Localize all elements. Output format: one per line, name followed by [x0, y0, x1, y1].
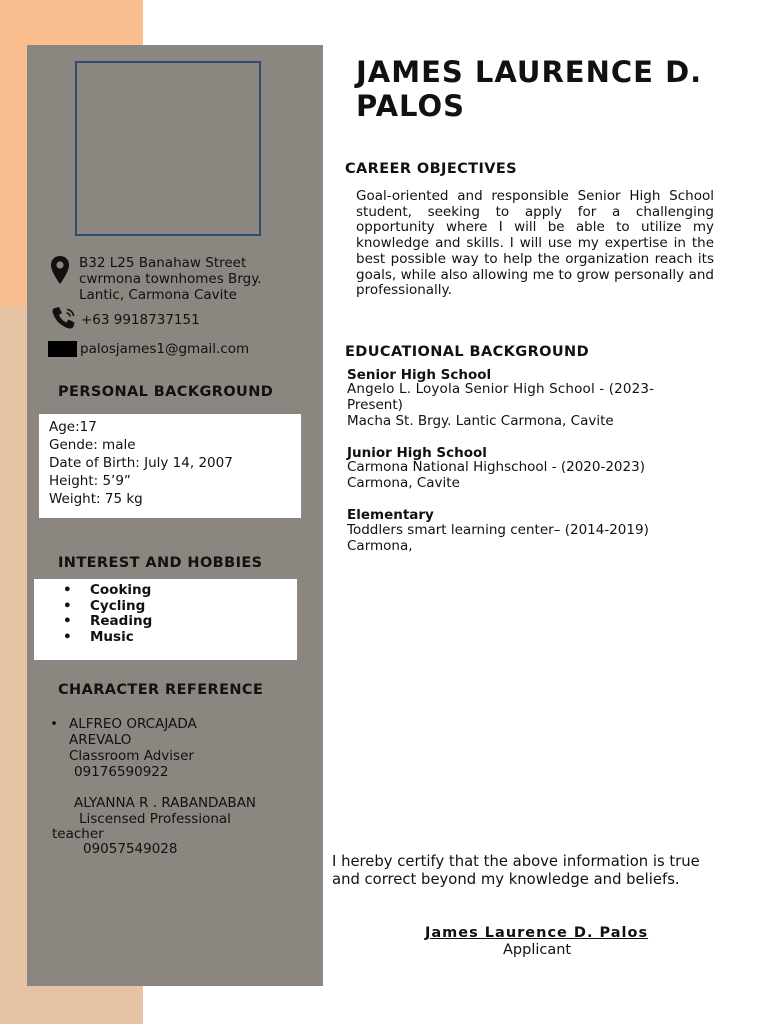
phone-number: +63 9918737151 [81, 312, 200, 328]
address-line: Lantic, Carmona Cavite [79, 287, 237, 303]
name-line: PALOS [356, 89, 466, 123]
career-objectives-heading: CAREER OBJECTIVES [345, 161, 518, 177]
reference-2-role-cont: teacher [52, 826, 104, 842]
elementary-school: Toddlers smart learning center– (2014-2019) [347, 522, 649, 538]
senior-high-heading: Senior High School [347, 367, 492, 383]
reference-1-role: Classroom Adviser [69, 748, 194, 764]
reference-2-name: ALYANNA R . RABANDABAN [74, 795, 257, 811]
applicant-name-title [356, 55, 702, 123]
junior-high-address: Carmona, Cavite [347, 475, 460, 491]
personal-item: Weight: 75 kg [49, 491, 143, 507]
signature-name: James Laurence D. Palos [425, 925, 649, 941]
reference-bullet: • [50, 716, 58, 732]
senior-high-address: Macha St. Brgy. Lantic Carmona, Cavite [347, 413, 614, 429]
reference-2-phone: 09057549028 [83, 841, 178, 857]
personal-item: Date of Birth: July 14, 2007 [49, 455, 233, 471]
photo-placeholder [75, 61, 261, 236]
senior-high-years: Present) [347, 397, 403, 413]
reference-2-role: Liscensed Professional [79, 811, 231, 827]
hobby-item: • Music [63, 630, 152, 646]
certification-statement [332, 853, 732, 888]
hobby-item: • Cooking [63, 583, 152, 599]
hobby-item: • Reading [63, 614, 152, 630]
personal-background-list [49, 418, 233, 508]
signature-role: Applicant [503, 942, 572, 958]
elementary-heading: Elementary [347, 507, 434, 523]
hobbies-heading: INTEREST AND HOBBIES [58, 555, 263, 571]
personal-background-heading: PERSONAL BACKGROUND [58, 384, 274, 400]
personal-item: Age:17 [49, 419, 97, 435]
junior-high-heading: Junior High School [347, 445, 487, 461]
personal-item: Gende: male [49, 437, 136, 453]
senior-high-school: Angelo L. Loyola Senior High School - (2023- [347, 381, 655, 397]
hobby-item: • Cycling [63, 599, 152, 615]
name-line: JAMES LAURENCE D. [356, 55, 703, 89]
character-reference-heading: CHARACTER REFERENCE [58, 682, 264, 698]
reference-1-name: ALFREO ORCAJADA [69, 716, 197, 732]
personal-item: Height: 5’9” [49, 473, 131, 489]
career-objective-text: Goal-oriented and responsible Senior High School student, seeking to apply for a challenging opportunity where I will be able to utilize my knowledge and skills. I will use my expertise in the best possible way to help the organization reach its goals, while also allowing me to grow personally and professionally. [356, 188, 714, 299]
educational-background-heading: EDUCATIONAL BACKGROUND [345, 344, 590, 360]
reference-1-name-cont: AREVALO [69, 732, 132, 748]
email-icon [48, 341, 77, 357]
elementary-address: Carmona, [347, 538, 413, 554]
email-address: palosjames1@gmail.com [80, 341, 250, 357]
certification-line: I hereby certify that the above information is true [332, 853, 700, 870]
certification-line: and correct beyond my knowledge and beliefs. [332, 870, 680, 888]
address-line: cwrmona townhomes Brgy. [79, 271, 262, 287]
address [79, 255, 262, 303]
hobbies-list [63, 583, 152, 645]
phone-icon [51, 306, 77, 330]
junior-high-school: Carmona National Highschool - (2020-2023) [347, 459, 645, 475]
reference-1-phone: 09176590922 [74, 764, 169, 780]
address-line: B32 L25 Banahaw Street [79, 255, 247, 271]
location-pin-icon [49, 255, 71, 285]
